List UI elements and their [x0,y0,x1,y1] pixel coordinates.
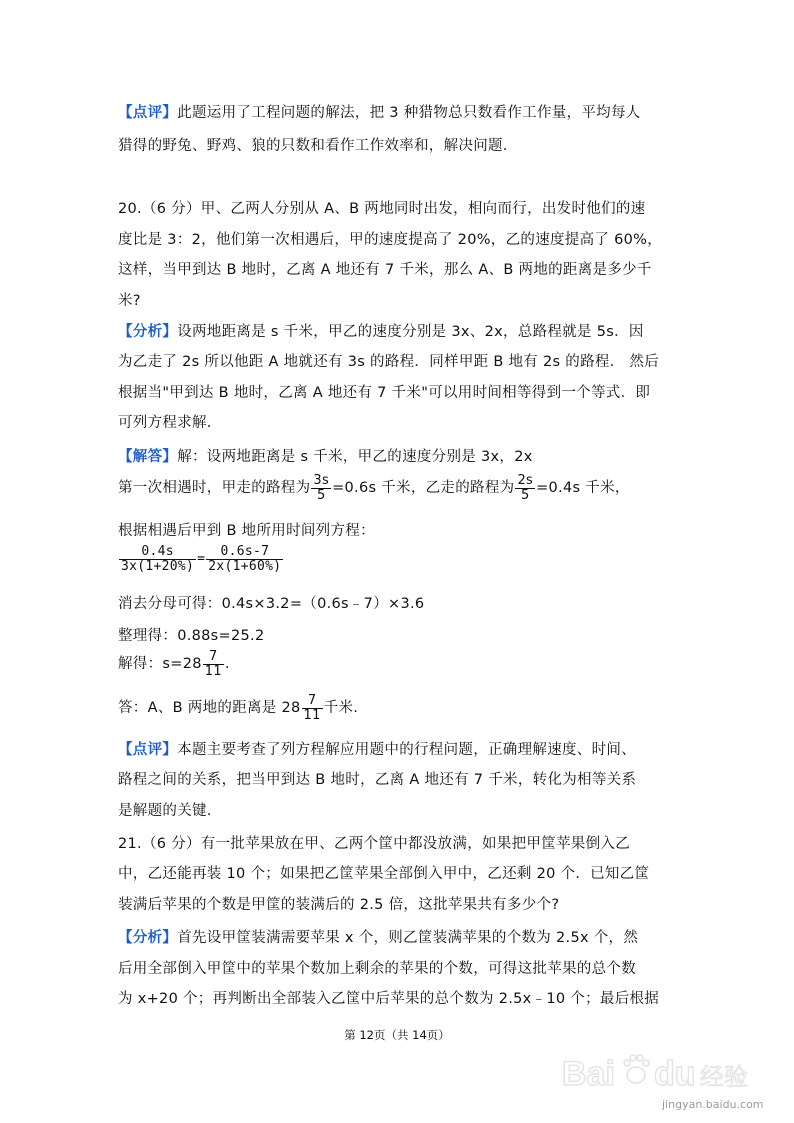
fraction-7-11: $\frac{7}{11}$ [204,649,222,679]
q20-stem-line2: 度比是 3：2，他们第一次相遇后，甲的速度提高了 20%，乙的速度提高了 60%， [118,232,663,248]
q20-comment-line2: 路程之间的关系，把当甲到达 B 地时，乙离 A 地还有 7 千米，转化为相等关系 [118,772,637,788]
q20-final-answer: 答：A、B 两地的距离是 28 $\frac{7}{11}$ 千米. [118,693,359,723]
q20-analysis-line1: 【分析】设两地距离是 s 千米，甲乙的速度分别是 3x、2x，总路程就是 5s．因 [118,324,644,340]
paw-icon [624,1055,649,1083]
fraction-2s-5: $\frac{2s}{5}$ [517,473,534,503]
q21-analysis-line2: 后用全部倒入甲筐中的苹果个数加上剩余的苹果的个数，可得这批苹果的总个数 [118,961,636,977]
q20-comment-line1: 【点评】本题主要考查了列方程解应用题中的行程问题，正确理解速度、时间、 [118,742,636,758]
q20-analysis-line2: 为乙走了 2s 所以他距 A 地就还有 3s 的路程．同样甲距 B 地有 2s 的路程． 然后 [118,354,660,370]
q20-equation-intro: 根据相遇后甲到 B 地所用时间列方程： [118,523,375,539]
comment19-line2: 猎得的野兔、野鸡、狼的只数和看作工作效率和，解决问题. [118,138,508,154]
q21-stem-line3: 装满后苹果的个数是甲筐的装满后的 2.5 倍，这批苹果共有多少个? [118,897,560,913]
q20-equation: $\frac{0.4s}{3x(1+20\%)}$ = $\frac{0.6s-7}{2x(1+60\%)}$ [121,544,282,574]
q20-analysis-line4: 可列方程求解. [118,415,212,431]
q20-step-simplify: 整理得：0.88s=25.2 [118,628,265,644]
answer-tag: 【解答】 [118,449,178,465]
analysis-tag: 【分析】 [118,930,178,946]
q21-analysis-line1: 【分析】首先设甲筐装满需要苹果 x 个，则乙筐装满苹果的个数为 2.5x 个，然 [118,930,639,946]
q20-step-solve: 解得：s=28 $\frac{7}{11}$ . [118,649,230,679]
q20-stem-line1: 20.（6 分）甲、乙两人分别从 A、B 两地同时出发，相向而行，出发时他们的速 [118,201,646,217]
q20-analysis-line3: 根据当"甲到达 B 地时，乙离 A 地还有 7 千米"可以用时间相等得到一个等式．即 [118,385,651,401]
q20-answer-line1: 【解答】解：设两地距离是 s 千米，甲乙的速度分别是 3x，2x [118,449,533,465]
watermark-url: jingyan.baidu.com [662,1098,764,1111]
q20-meet-line: 第一次相遇时，甲走的路程为 $\frac{3s}{5}$ =0.6s 千米，乙走的路程为 $\frac{2s}{5}$ =0.4s 千米， [118,473,630,503]
q20-comment-line3: 是解题的关键. [118,803,212,819]
equation-left-fraction: $\frac{0.4s}{3x(1+20\%)}$ [121,544,195,574]
page-footer: 第 12页（共 14页） [344,1028,450,1042]
q21-stem-line2: 中，乙还能再装 10 个；如果把乙筐苹果全部倒入甲中，乙还剩 20 个．已知乙筐 [118,866,650,882]
q20-stem-line4: 米? [118,293,141,309]
fraction-3s-5: $\frac{3s}{5}$ [313,473,330,503]
q21-analysis-line3: 为 x+20 个；再判断出全部装入乙筐中后苹果的总个数为 2.5x﹣10 个；最后根据 [118,991,660,1007]
svg-text:du: du [654,1055,696,1093]
q21-stem-line1: 21.（6 分）有一批苹果放在甲、乙两个筐中都没放满，如果把甲筐苹果倒入乙 [118,836,630,852]
q20-step-eliminate: 消去分母可得：0.4s×3.2=（0.6s﹣7）×3.6 [118,596,425,612]
q20-stem-line3: 这样，当甲到达 B 地时，乙离 A 地还有 7 千米，那么 A、B 两地的距离是多少千 [118,262,652,278]
svg-text:Bai: Bai [562,1055,615,1093]
comment-tag: 【点评】 [118,105,178,121]
comment-tag: 【点评】 [118,742,178,758]
fraction-7-11: $\frac{7}{11}$ [303,693,321,723]
svg-text:经验: 经验 [700,1063,748,1091]
comment19-line1: 【点评】此题运用了工程问题的解法，把 3 种猎物总只数看作工作量，平均每人 [118,105,641,121]
analysis-tag: 【分析】 [118,324,178,340]
equation-right-fraction: $\frac{0.6s-7}{2x(1+60\%)}$ [208,544,282,574]
